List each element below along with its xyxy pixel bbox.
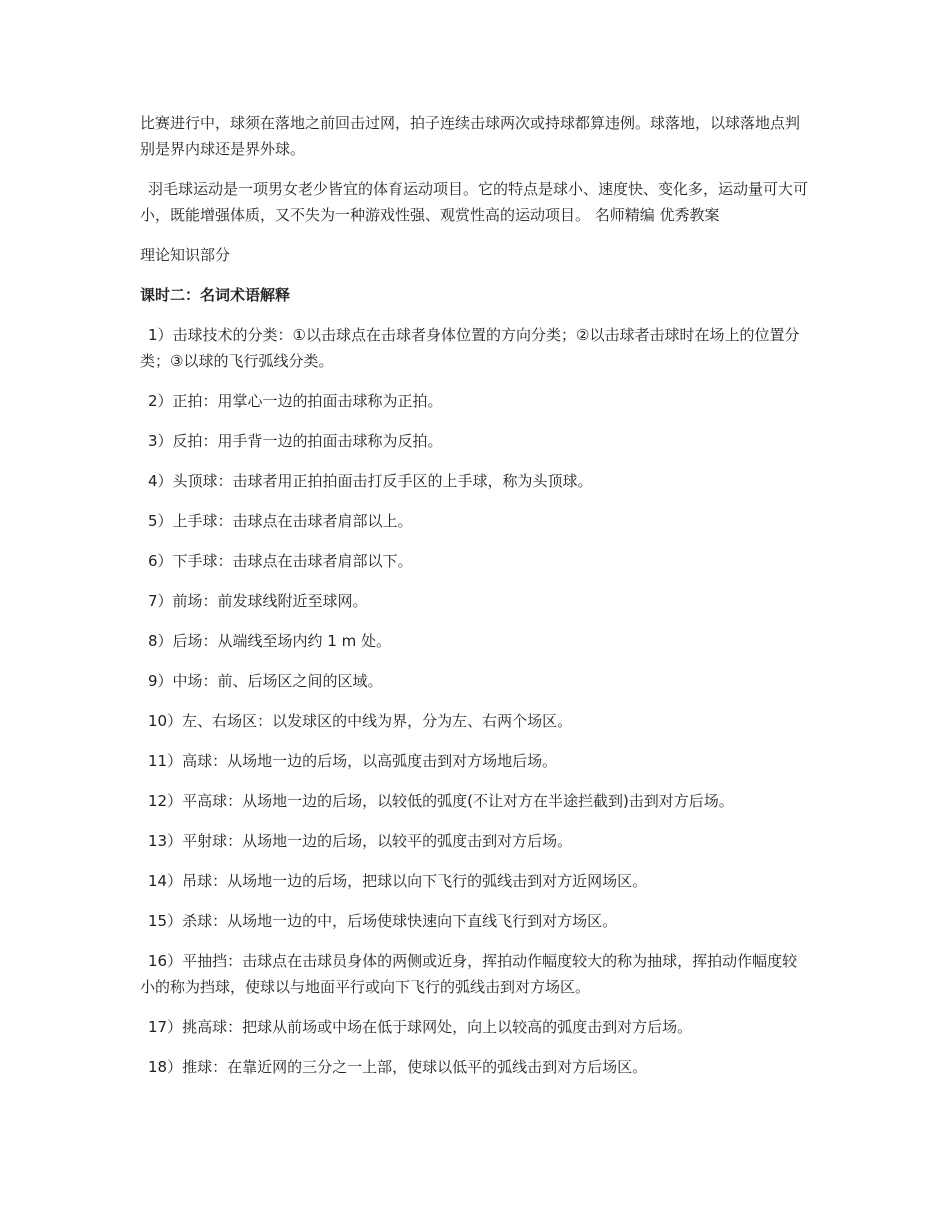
term-item: 5）上手球：击球点在击球者肩部以上。 (148, 512, 413, 530)
term-item: 4）头顶球：击球者用正拍拍面击打反手区的上手球，称为头顶球。 (148, 472, 593, 490)
document-page (140, 110, 812, 1094)
term-item: 1）击球技术的分类：①以击球点在击球者身体位置的方向分类；②以击球者击球时在场上的位置分类；③以球的飞行弧线分类。 (140, 326, 800, 370)
term-item: 8）后场：从端线至场内约 1 m 处。 (148, 632, 392, 650)
term-item: 18）推球：在靠近网的三分之一上部，使球以低平的弧线击到对方后场区。 (148, 1058, 648, 1076)
lesson-heading: 课时二：名词术语解释 (140, 286, 291, 304)
intro-paragraph-badminton: 羽毛球运动是一项男女老少皆宜的体育运动项目。它的特点是球小、速度快、变化多，运动量可大可小，既能增强体质，又不失为一种游戏性强、观赏性高的运动项目。 名师精编 优秀教案 (140, 180, 809, 224)
section-label: 理论知识部分 (140, 246, 231, 264)
term-item: 7）前场：前发球线附近至球网。 (148, 592, 368, 610)
term-item: 15）杀球：从场地一边的中，后场使球快速向下直线飞行到对方场区。 (148, 912, 618, 930)
terms-list (140, 322, 812, 1080)
term-item: 14）吊球：从场地一边的后场，把球以向下飞行的弧线击到对方近网场区。 (148, 872, 648, 890)
term-item: 13）平射球：从场地一边的后场，以较平的弧度击到对方后场。 (148, 832, 573, 850)
term-item: 12）平高球：从场地一边的后场，以较低的弧度(不让对方在半途拦截到)击到对方后场。 (148, 792, 734, 810)
term-item: 17）挑高球：把球从前场或中场在低于球网处，向上以较高的弧度击到对方后场。 (148, 1018, 693, 1036)
term-item: 9）中场：前、后场区之间的区域。 (148, 672, 383, 690)
term-item: 6）下手球：击球点在击球者肩部以下。 (148, 552, 413, 570)
intro-paragraph-rules: 比赛进行中，球须在落地之前回击过网，拍子连续击球两次或持球都算违例。球落地，以球落地点判别是界内球还是界外球。 (140, 114, 801, 158)
term-item: 2）正拍：用掌心一边的拍面击球称为正拍。 (148, 392, 443, 410)
term-item: 16）平抽挡：击球点在击球员身体的两侧或近身，挥拍动作幅度较大的称为抽球，挥拍动作幅度较小的称为挡球，使球以与地面平行或向下飞行的弧线击到对方场区。 (140, 952, 798, 996)
term-item: 10）左、右场区：以发球区的中线为界，分为左、右两个场区。 (148, 712, 573, 730)
term-item: 11）高球：从场地一边的后场，以高弧度击到对方场地后场。 (148, 752, 558, 770)
term-item: 3）反拍：用手背一边的拍面击球称为反拍。 (148, 432, 443, 450)
